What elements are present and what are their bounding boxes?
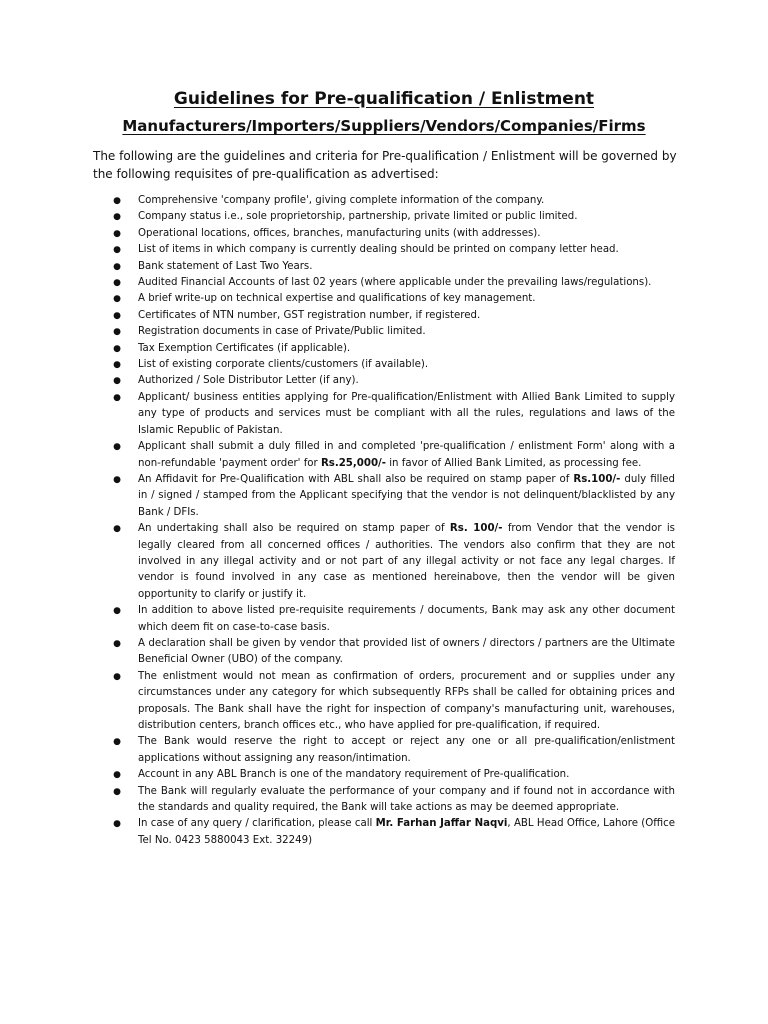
document-title: Guidelines for Pre-qualification / Enlistment [173,89,595,109]
guideline-emphasis: Rs.25,000/- [320,457,386,469]
guideline-item [113,603,675,636]
guideline-text: In addition to above listed pre-requisite requirements / documents, Bank may ask any other document which deem fit on case-to-case basis. [138,605,675,633]
guideline-item [113,324,675,340]
guideline-item [113,308,675,324]
guideline-item [113,734,675,767]
bullet-icon: ● [113,376,121,387]
guideline-item [113,472,675,521]
guideline-item [113,636,675,669]
guideline-text-continued: , ABL Head Office, Lahore (Office Tel No. 0423 5880043 Ext. 32249) [138,818,676,846]
guideline-text: An undertaking shall also be required on stamp paper of [138,523,450,535]
bullet-icon: ● [113,786,121,797]
bullet-icon: ● [113,278,121,289]
guidelines-list [113,193,675,849]
intro-paragraph: The following are the guidelines and criteria for Pre-qualification / Enlistment will be governed by the following requisites of pre-qualification as advertised: [93,149,677,181]
guideline-text-continued: in favor of Allied Bank Limited, as processing fee. [385,457,642,469]
guideline-item [113,341,675,357]
guideline-item [113,521,675,603]
guideline-item [113,259,675,275]
document-subtitle: Manufacturers/Importers/Suppliers/Vendors/Companies/Firms [122,117,646,135]
bullet-icon: ● [113,638,121,649]
guideline-item [113,193,675,209]
bullet-icon: ● [113,294,121,305]
guideline-item [113,275,675,291]
guideline-item [113,767,675,783]
guideline-text: Registration documents in case of Private/Public limited. [138,326,426,338]
guideline-item [113,357,675,373]
guideline-text: Company status i.e., sole proprietorship, partnership, private limited or public limited. [138,211,578,223]
bullet-icon: ● [113,212,121,223]
bullet-icon: ● [113,245,121,256]
bullet-icon: ● [113,442,121,453]
bullet-icon: ● [113,196,121,206]
bullet-icon: ● [113,819,121,830]
bullet-icon: ● [113,770,121,781]
bullet-icon: ● [113,261,121,272]
guideline-item [113,784,675,817]
guideline-text: Applicant shall submit a duly filled in and completed 'pre-qualification / enlistment Form' along with a non-refundable 'payment order' for [138,441,675,469]
guideline-item [113,226,675,242]
bullet-icon: ● [113,671,121,682]
guideline-text: Audited Financial Accounts of last 02 years (where applicable under the prevailing laws/regulations). [138,277,652,289]
guideline-emphasis: Rs.100/- [573,473,621,485]
guideline-item [113,390,675,439]
guideline-text: Account in any ABL Branch is one of the mandatory requirement of Pre-qualification. [138,769,570,781]
guideline-item [113,816,675,849]
guideline-text: Bank statement of Last Two Years. [138,260,313,272]
bullet-icon: ● [113,606,121,617]
guideline-item [113,373,675,389]
guideline-text: Applicant/ business entities applying for Pre-qualification/Enlistment with Allied Bank Limited to supply any type of products and services must be compliant with all the rules, regulations and laws of the Islamic Republic of Pakistan. [138,391,675,436]
bullet-icon: ● [113,474,121,485]
guideline-text-continued: from Vendor that the vendor is legally cleared from all concerned offices / authorities. The vendors also confirm that they are not involved in any illegal activity and or not part of any illegal activity or not face any legal charges. If vendor is found involved in any case as mentioned hereinabove, then the vendor will be given opportunity to clarify or justify it. [138,523,675,600]
guideline-text-continued: duly filled in / signed / stamped from the Applicant specifying that the vendor is not delinquent/blacklisted by any Bank / DFIs. [138,473,676,518]
guideline-text: Operational locations, offices, branches, manufacturing units (with addresses). [138,227,541,239]
guideline-text: Authorized / Sole Distributor Letter (if any). [138,375,359,387]
guideline-text: An Affidavit for Pre-Qualification with ABL shall also be required on stamp paper of [138,473,574,485]
guideline-text: The enlistment would not mean as confirmation of orders, procurement and or supplies under any circumstances under any category for which subsequently RFPs shall be called for obtaining prices and proposals. The Bank shall have the right for inspection of company's manufacturing unit, warehouses, distribution centers, branch offices etc., who have applied for pre-qualification, if required. [138,670,675,731]
guideline-item [113,242,675,258]
bullet-icon: ● [113,343,121,354]
guideline-text: In case of any query / clarification, please call [138,818,376,830]
bullet-icon: ● [113,360,121,371]
bullet-icon: ● [113,228,121,239]
bullet-icon: ● [113,524,121,535]
guideline-text: The Bank would reserve the right to accept or reject any one or all pre-qualification/enlistment applications without assigning any reason/intimation. [138,736,675,764]
guideline-text: Comprehensive 'company profile', giving complete information of the company. [138,195,545,206]
bullet-icon: ● [113,327,121,338]
guideline-text: A brief write-up on technical expertise and qualifications of key management. [138,293,536,305]
guideline-text: Certificates of NTN number, GST registration number, if registered. [138,309,481,321]
guideline-item [113,291,675,307]
bullet-icon: ● [113,737,121,748]
bullet-icon: ● [113,310,121,321]
guideline-emphasis: Mr. Farhan Jaffar Naqvi [375,818,508,830]
guideline-item [113,669,675,735]
guideline-emphasis: Rs. 100/- [449,523,503,535]
guideline-text: List of existing corporate clients/customers (if available). [138,359,429,371]
guideline-text: Tax Exemption Certificates (if applicable). [138,342,351,354]
guideline-text: The Bank will regularly evaluate the performance of your company and if found not in accordance with the standards and quality required, the Bank will take actions as may be deemed appropriate. [138,785,675,814]
guideline-item [113,209,675,225]
bullet-icon: ● [113,392,121,403]
guideline-item [113,439,675,472]
guideline-text: List of items in which company is currently dealing should be printed on company letter head. [138,244,619,256]
guideline-text: A declaration shall be given by vendor that provided list of owners / directors / partners are the Ultimate Beneficial Owner (UBO) of the company. [138,637,675,666]
